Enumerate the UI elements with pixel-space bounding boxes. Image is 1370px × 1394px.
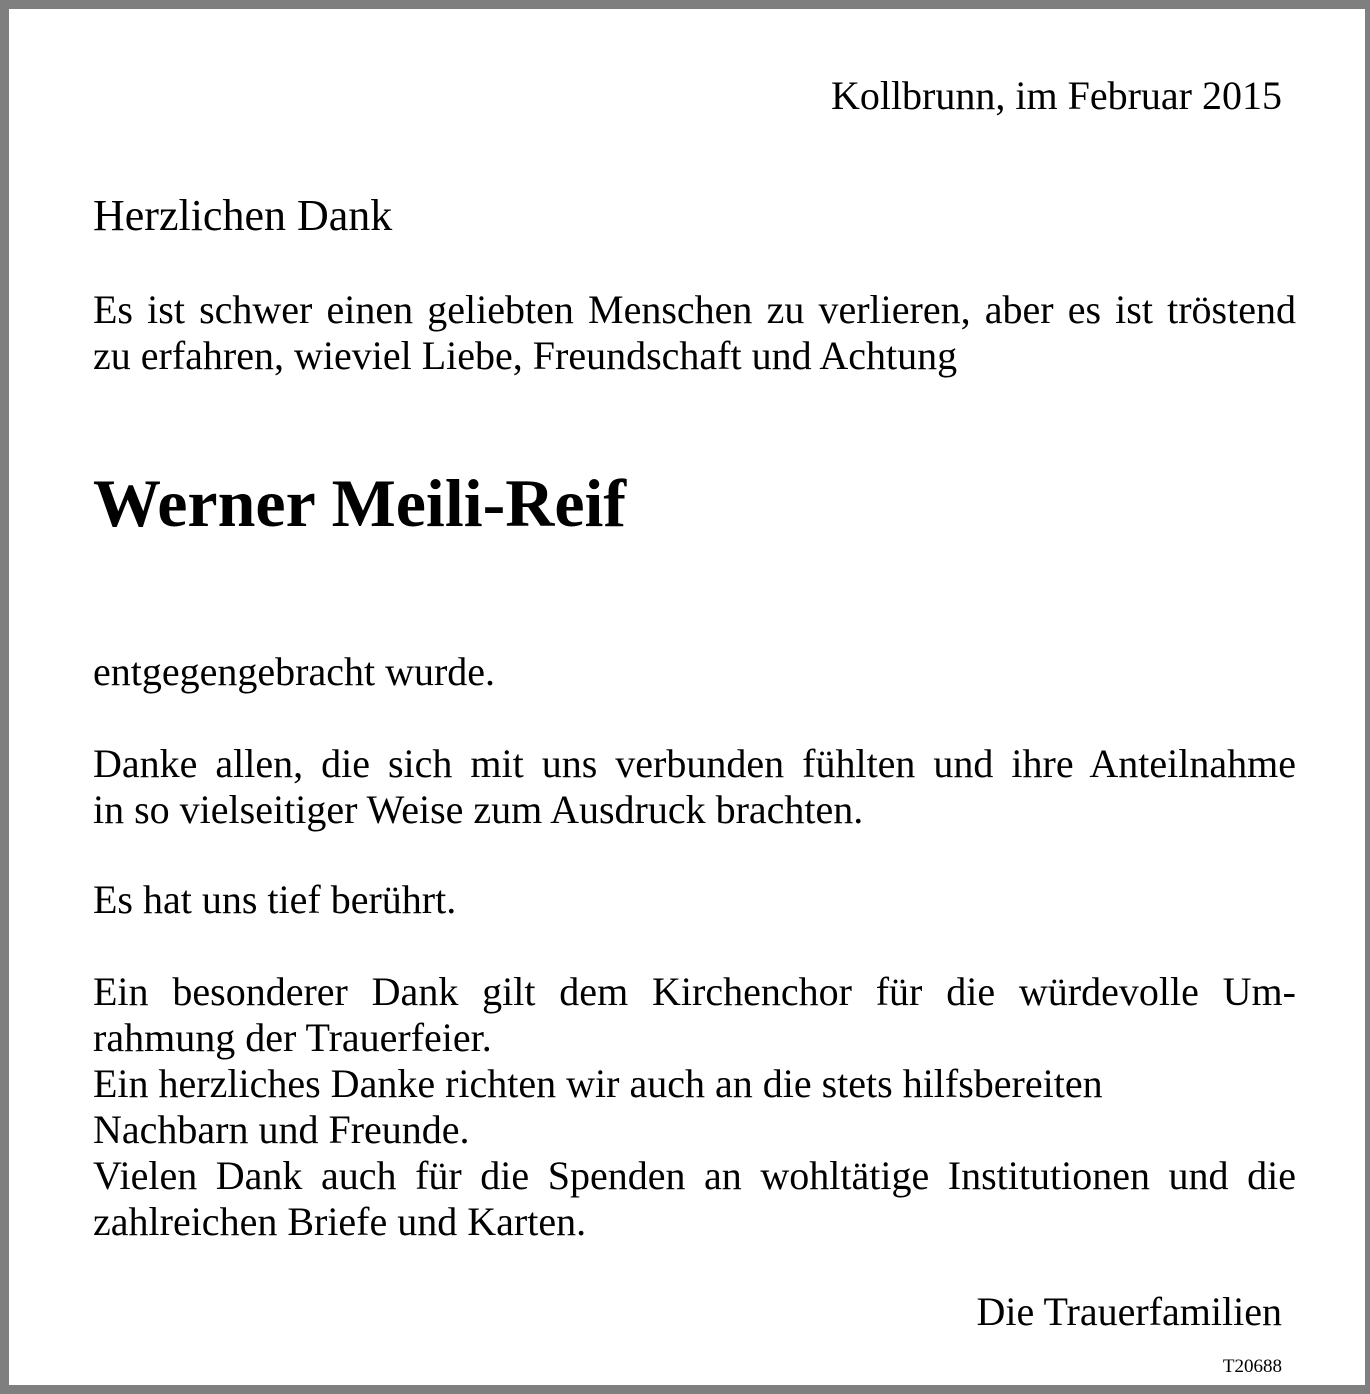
special-line-1: Ein besonderer Dank gilt dem Kirchenchor für die würdevolle Um- [93,969,1296,1014]
special-line-3: Ein herzliches Danke richten wir auch an die stets hilfsbereiten [93,1061,1103,1106]
thanks-line-1: Danke allen, die sich mit uns verbunden fühlten und ihre Anteilnahme [93,741,1296,786]
place-date: Kollbrunn, im Februar 2015 [830,73,1282,118]
after-name-text: entgegengebracht wurde. [93,649,496,694]
special-line-5: Vielen Dank auch für die Spenden an wohltätige Institutionen und die [93,1153,1296,1198]
special-line-2: rahmung der Trauerfeier. [93,1015,492,1060]
special-line-6: zahlreichen Briefe und Karten. [93,1199,587,1244]
intro-line-1: Es ist schwer einen geliebten Menschen zu verlieren, aber es ist tröstend [93,287,1296,332]
special-line-4: Nachbarn und Freunde. [93,1107,470,1152]
deceased-name: Werner Meili-Reif [93,465,627,541]
reference-code: T20688 [1222,1356,1282,1377]
thanks-line-2: in so vielseitiger Weise zum Ausdruck brachten. [93,787,864,832]
touched-text: Es hat uns tief berührt. [93,877,457,922]
intro-line-2: zu erfahren, wieviel Liebe, Freundschaft und Achtung [93,333,958,378]
signature: Die Trauerfamilien [976,1289,1282,1334]
heading: Herzlichen Dank [93,191,393,240]
